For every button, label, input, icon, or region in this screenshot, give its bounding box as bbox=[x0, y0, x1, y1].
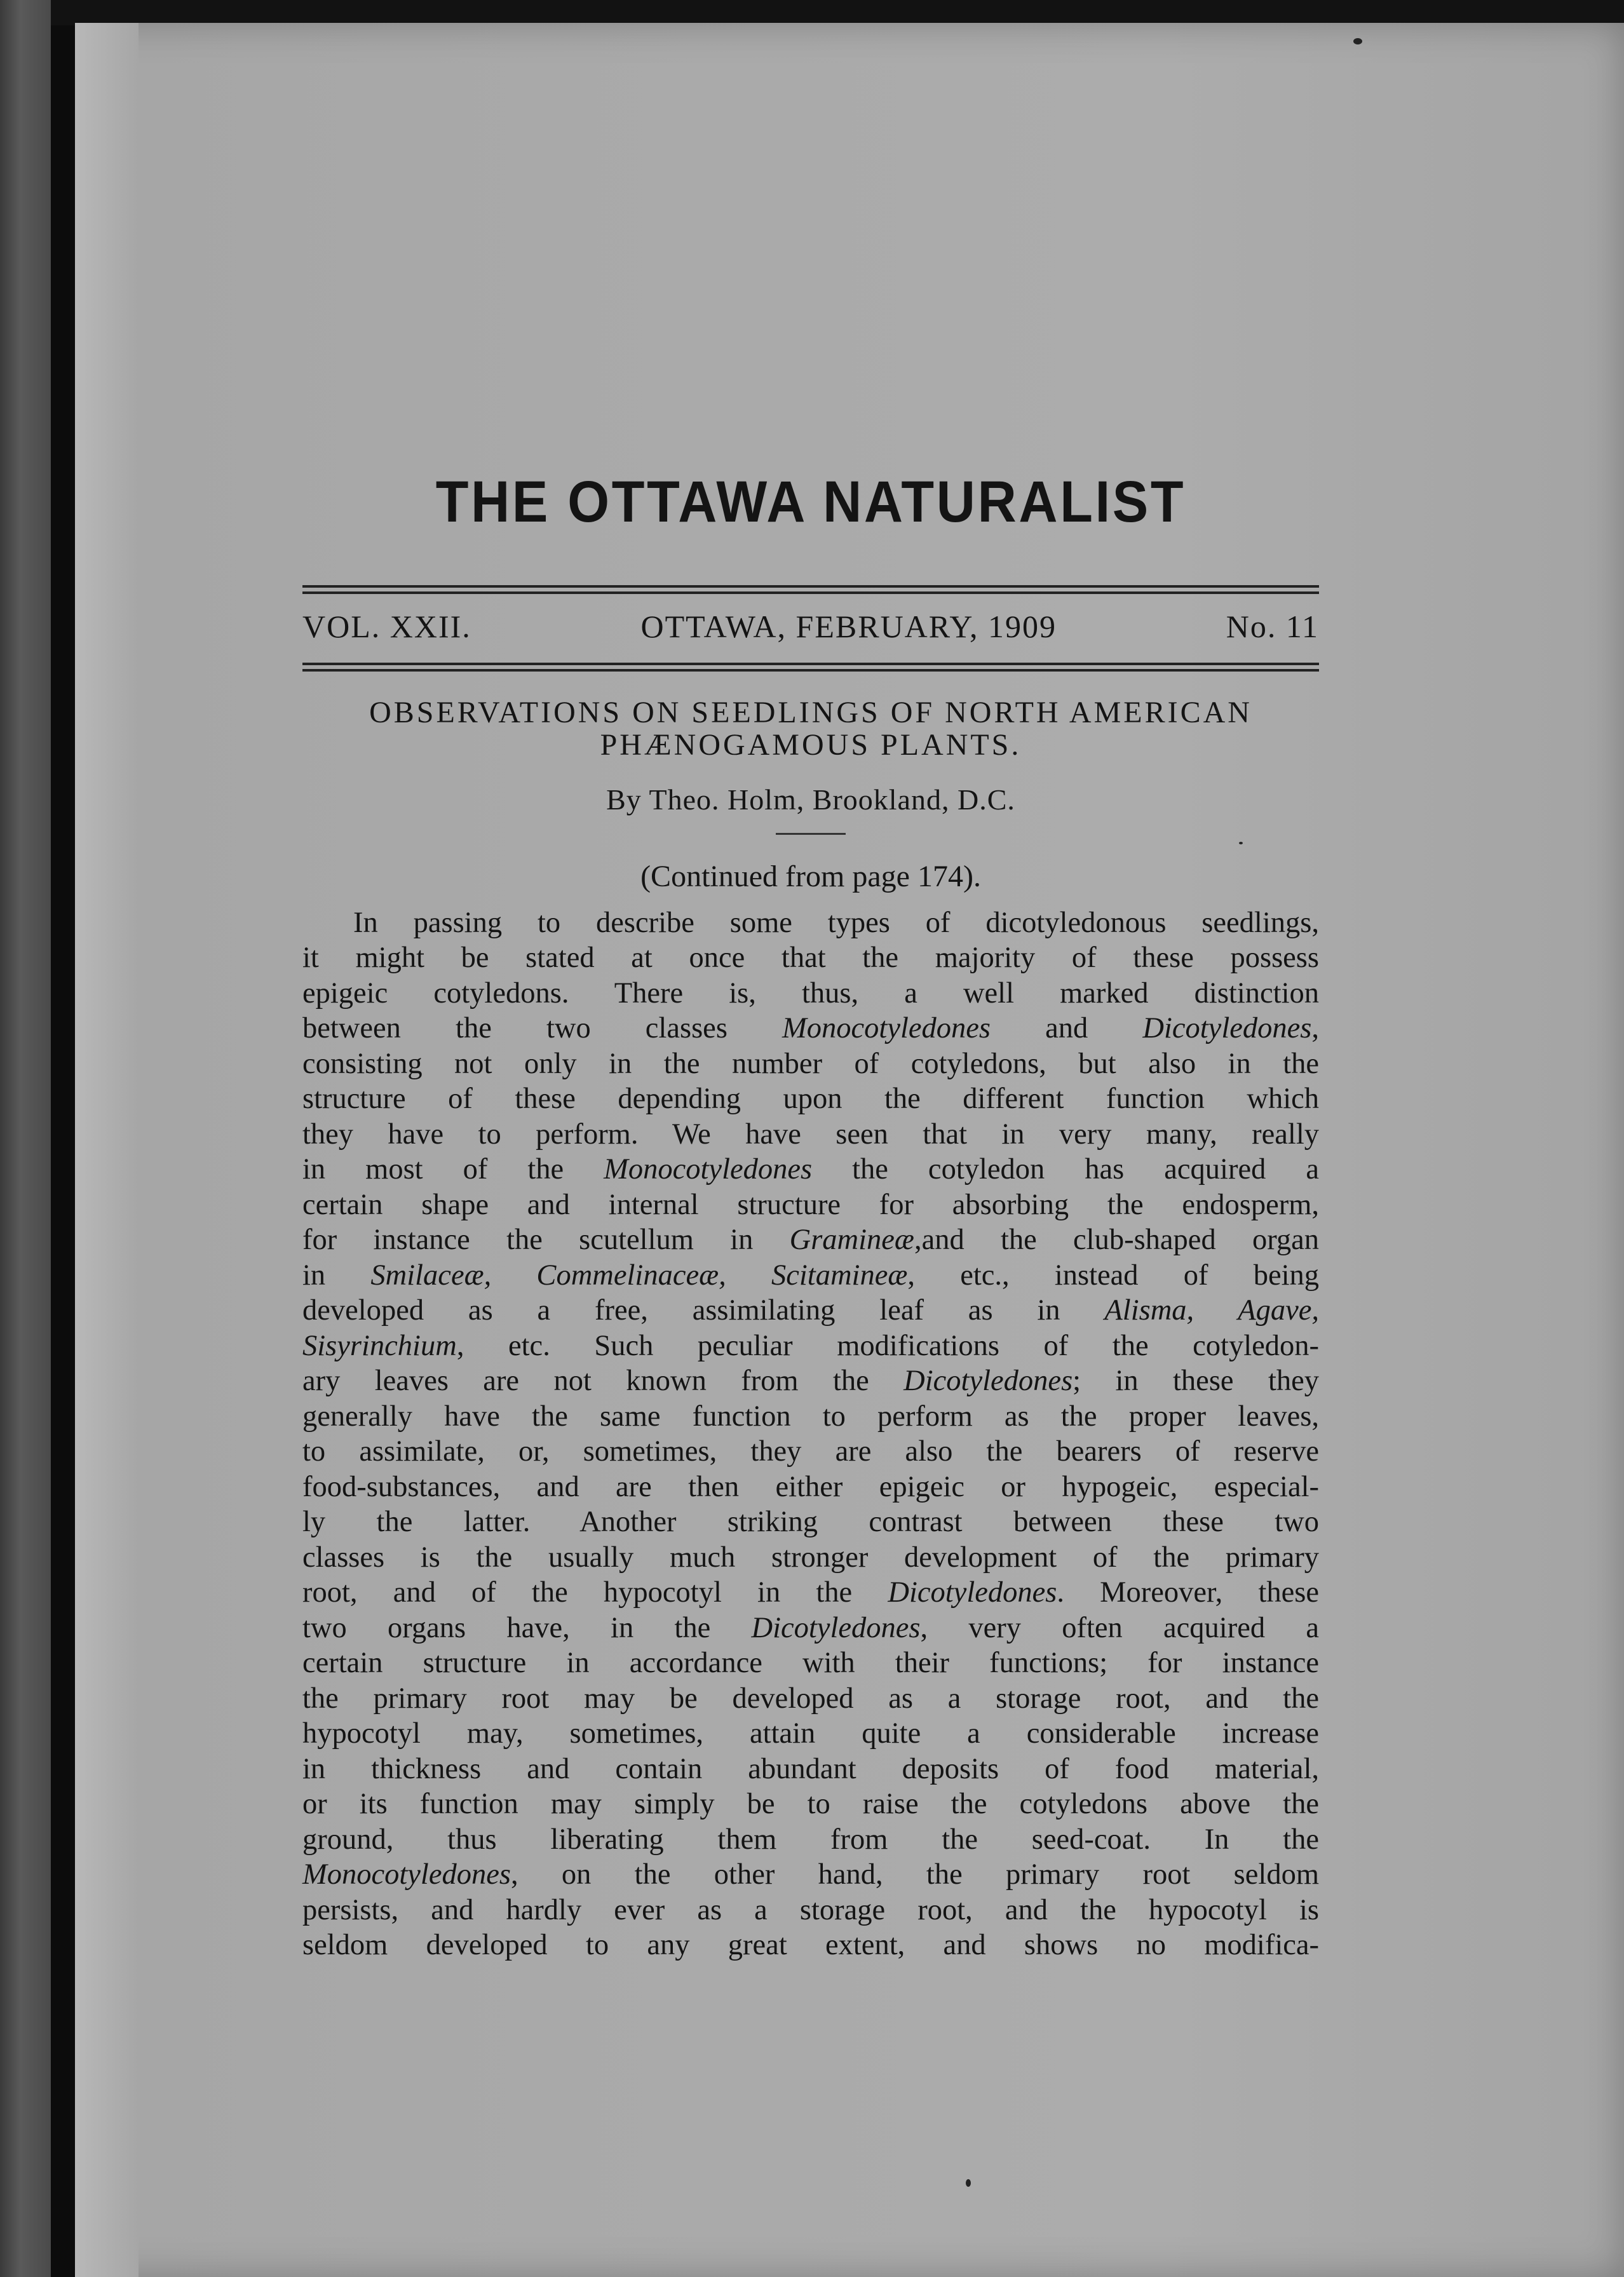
text-run: ,and the club-shaped organ bbox=[914, 1224, 1319, 1257]
body-line bbox=[302, 940, 1319, 976]
italic-term: Monocotyledones bbox=[302, 1858, 511, 1891]
body-line bbox=[302, 1470, 1319, 1505]
text-run: . Moreover, these bbox=[1057, 1576, 1319, 1609]
text-run: In passing to describe some types of dicotyledonous seedlings, bbox=[353, 906, 1319, 939]
body-line bbox=[302, 1575, 1319, 1611]
body-line bbox=[302, 1293, 1319, 1328]
text-run: in most of the bbox=[302, 1153, 604, 1186]
body-line bbox=[302, 1893, 1319, 1928]
text-run: ground, thus liberating them from the seed-coat. In the bbox=[302, 1823, 1319, 1856]
header-rule-top bbox=[302, 585, 1319, 594]
page-content bbox=[302, 445, 1319, 1963]
body-line bbox=[302, 1011, 1319, 1046]
italic-term: Gramineæ bbox=[789, 1224, 914, 1257]
scan-speck bbox=[966, 2179, 971, 2187]
body-line bbox=[302, 1928, 1319, 1963]
text-run: the cotyledon has acquired a bbox=[812, 1153, 1319, 1186]
text-run: the primary root may be developed as a storage root, and the bbox=[302, 1682, 1319, 1715]
text-run: persists, and hardly ever as a storage root, and the hypocotyl is bbox=[302, 1893, 1319, 1926]
italic-term: Dicotyledones bbox=[903, 1365, 1073, 1398]
text-run: , very often acquired a bbox=[920, 1611, 1319, 1644]
text-run: epigeic cotyledons. There is, thus, a well marked distinction bbox=[302, 976, 1319, 1010]
text-run: generally have the same function to perform as the proper leaves, bbox=[302, 1400, 1319, 1433]
text-run: hypocotyl may, sometimes, attain quite a considerable increase bbox=[302, 1717, 1319, 1750]
continued-note: (Continued from page 174). bbox=[640, 859, 981, 893]
italic-term: Monocotyledones bbox=[782, 1012, 991, 1045]
issue-number: No. 11 bbox=[1226, 609, 1319, 645]
body-line bbox=[302, 976, 1319, 1011]
text-run: , bbox=[1311, 1012, 1319, 1045]
body-line bbox=[302, 1399, 1319, 1435]
italic-term: Monocotyledones bbox=[604, 1153, 813, 1186]
text-run: they have to perform. We have seen that in very many, really bbox=[302, 1118, 1319, 1151]
body-line bbox=[302, 1046, 1319, 1082]
body-line bbox=[302, 1716, 1319, 1752]
article-title-line-2: PHÆNOGAMOUS PLANTS. bbox=[600, 727, 1022, 762]
body-line bbox=[302, 1258, 1319, 1294]
body-line bbox=[302, 905, 1319, 941]
body-line bbox=[302, 1504, 1319, 1540]
byline-rule bbox=[776, 833, 846, 835]
body-line bbox=[302, 1117, 1319, 1152]
text-run: for instance the scutellum in bbox=[302, 1224, 790, 1257]
issue-line bbox=[302, 594, 1319, 663]
italic-term: Dicotyledones bbox=[751, 1611, 921, 1644]
article-title-line-1: OBSERVATIONS ON SEEDLINGS OF NORTH AMERICAN bbox=[369, 696, 1252, 730]
place-date: OTTAWA, FEBRUARY, 1909 bbox=[640, 609, 1057, 645]
page-gutter-shadow bbox=[51, 25, 76, 2277]
article-body bbox=[302, 905, 1319, 1963]
text-run: two organs have, in the bbox=[302, 1611, 752, 1644]
text-run: seldom developed to any great extent, and shows no modifica- bbox=[302, 1929, 1319, 1962]
text-run: developed as a free, assimilating leaf as in bbox=[302, 1294, 1105, 1327]
text-run: , etc., instead of being bbox=[907, 1259, 1320, 1292]
text-run: food-substances, and are then either epigeic or hypogeic, especial- bbox=[302, 1470, 1319, 1503]
text-run: and bbox=[991, 1012, 1143, 1045]
volume-label: VOL. XXII. bbox=[302, 609, 471, 645]
text-run: consisting not only in the number of cotyledons, but also in the bbox=[302, 1047, 1319, 1080]
body-line bbox=[302, 1822, 1319, 1858]
text-run: ; in these they bbox=[1073, 1365, 1319, 1398]
article-title bbox=[302, 697, 1319, 761]
body-line bbox=[302, 1540, 1319, 1576]
text-run: in bbox=[302, 1259, 371, 1292]
header-rule-bottom bbox=[302, 663, 1319, 672]
text-run: , etc. Such peculiar modifications of the cotyledon- bbox=[456, 1329, 1319, 1362]
page-inner-margin bbox=[75, 23, 139, 2277]
text-run: ary leaves are not known from the bbox=[302, 1365, 904, 1398]
text-run: certain structure in accordance with their functions; for instance bbox=[302, 1647, 1319, 1680]
italic-term: Smilaceæ, Commelinaceæ, Scitamineæ bbox=[370, 1259, 908, 1292]
body-line bbox=[302, 1187, 1319, 1223]
body-line bbox=[302, 1681, 1319, 1717]
text-run: in thickness and contain abundant deposits of food material, bbox=[302, 1752, 1319, 1785]
body-line bbox=[302, 1152, 1319, 1187]
body-line bbox=[302, 1752, 1319, 1787]
byline: By Theo. Holm, Brookland, D.C. bbox=[606, 783, 1015, 816]
text-run: , on the other hand, the primary root seldom bbox=[510, 1858, 1319, 1891]
journal-title: THE OTTAWA NATURALIST bbox=[435, 470, 1186, 534]
body-line bbox=[302, 1645, 1319, 1681]
body-line bbox=[302, 1222, 1319, 1258]
text-run: root, and of the hypocotyl in the bbox=[302, 1576, 888, 1609]
body-line bbox=[302, 1363, 1319, 1399]
italic-term: Dicotyledones bbox=[888, 1576, 1057, 1609]
body-line bbox=[302, 1081, 1319, 1117]
text-run: between the two classes bbox=[302, 1012, 783, 1045]
body-line bbox=[302, 1328, 1319, 1364]
scan-speck bbox=[1353, 38, 1362, 44]
text-run: it might be stated at once that the majority of these possess bbox=[302, 942, 1319, 975]
body-line bbox=[302, 1611, 1319, 1646]
italic-term: Sisyrinchium bbox=[302, 1329, 457, 1362]
body-line bbox=[302, 1787, 1319, 1822]
text-run: structure of these depending upon the different function which bbox=[302, 1083, 1319, 1116]
text-run: ly the latter. Another striking contrast between these two bbox=[302, 1506, 1319, 1539]
body-line bbox=[302, 1434, 1319, 1470]
body-line bbox=[302, 1857, 1319, 1893]
text-run: to assimilate, or, sometimes, they are also the bearers of reserve bbox=[302, 1435, 1319, 1468]
text-run: classes is the usually much stronger development of the primary bbox=[302, 1541, 1319, 1574]
text-run: or its function may simply be to raise the cotyledons above the bbox=[302, 1788, 1319, 1821]
book-spine bbox=[0, 0, 51, 2277]
italic-term: Dicotyledones bbox=[1142, 1012, 1312, 1045]
text-run: certain shape and internal structure for absorbing the endosperm, bbox=[302, 1188, 1319, 1221]
italic-term: Alisma, Agave, bbox=[1104, 1294, 1319, 1327]
